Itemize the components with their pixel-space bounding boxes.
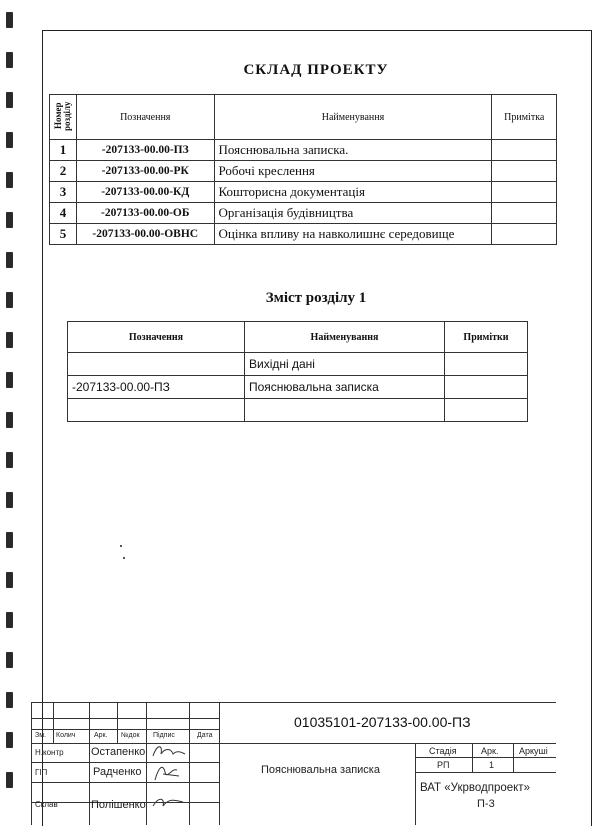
section-title: Зміст розділу 1	[265, 290, 367, 306]
table-row	[50, 182, 557, 203]
table-row	[68, 399, 528, 422]
page-title: СКЛАД ПРОЕКТУ	[243, 62, 389, 78]
scan-speck	[123, 557, 125, 559]
col-label-data: Дата	[197, 732, 213, 739]
binding-hole	[6, 692, 13, 708]
row-name: Пояснювальна записка	[245, 376, 445, 399]
header-name: Найменування	[245, 322, 445, 353]
row-code: -207133-00.00-КД	[77, 182, 215, 203]
row-note	[492, 140, 557, 161]
binding-holes	[0, 0, 28, 825]
role-label: ГІП	[35, 768, 48, 777]
signature-1	[149, 742, 189, 762]
binding-hole	[6, 452, 13, 468]
row-code: -207133-00.00-ПЗ	[77, 140, 215, 161]
page-number: П-3	[477, 798, 495, 810]
binding-hole	[6, 212, 13, 228]
sheet-value: 1	[489, 760, 495, 770]
table-row	[68, 353, 528, 376]
row-num: 2	[50, 161, 77, 182]
row-name: Організація будівництва	[214, 203, 492, 224]
table-row	[50, 224, 557, 245]
table-row	[50, 203, 557, 224]
table-row	[50, 161, 557, 182]
binding-hole	[6, 732, 13, 748]
header-designation: Позначення	[77, 95, 215, 140]
row-name: Кошторисна документація	[214, 182, 492, 203]
stage-label: Стадія	[429, 746, 457, 756]
row-name: Пояснювальна записка.	[214, 140, 492, 161]
row-note	[492, 224, 557, 245]
header-note: Примітки	[445, 322, 528, 353]
row-name	[245, 399, 445, 422]
title-block	[31, 702, 556, 825]
col-label-ndok: №док	[121, 732, 140, 739]
row-num: 4	[50, 203, 77, 224]
binding-hole	[6, 612, 13, 628]
row-note	[492, 161, 557, 182]
row-note	[492, 182, 557, 203]
doc-code: 01035101-207133-00.00-ПЗ	[294, 714, 471, 730]
binding-hole	[6, 252, 13, 268]
row-code: -207133-00.00-РК	[77, 161, 215, 182]
doc-name: Пояснювальна записка	[261, 764, 380, 776]
binding-hole	[6, 532, 13, 548]
col-label-zm: Зм.	[35, 732, 46, 739]
binding-hole	[6, 412, 13, 428]
signature-3	[149, 792, 189, 814]
scan-speck	[120, 545, 122, 547]
row-code	[68, 353, 245, 376]
binding-hole	[6, 372, 13, 388]
row-code: -207133-00.00-ОВНС	[77, 224, 215, 245]
binding-hole	[6, 52, 13, 68]
section-table	[67, 321, 528, 422]
header-num: Номер розділу	[50, 95, 77, 140]
signature-2	[149, 762, 189, 784]
header-note: Примітка	[492, 95, 557, 140]
binding-hole	[6, 92, 13, 108]
binding-hole	[6, 652, 13, 668]
table-header-row	[50, 95, 557, 140]
table-header-row	[68, 322, 528, 353]
binding-hole	[6, 172, 13, 188]
row-name: Робочі креслення	[214, 161, 492, 182]
row-num: 3	[50, 182, 77, 203]
binding-hole	[6, 12, 13, 28]
col-label-kol: Колич	[56, 732, 76, 739]
sheet-label: Арк.	[481, 746, 499, 756]
person-name: Радченко	[93, 766, 142, 778]
row-note	[445, 353, 528, 376]
table-row	[68, 376, 528, 399]
row-code: -207133-00.00-ОБ	[77, 203, 215, 224]
col-label-pidpys: Підпис	[153, 732, 175, 739]
row-note	[445, 376, 528, 399]
person-name: Полішенко	[91, 799, 146, 811]
col-label-ark: Арк.	[94, 732, 108, 739]
organization: ВАТ «Укрводпроект»	[420, 782, 530, 794]
stage-value: РП	[437, 760, 450, 770]
role-label: Склав	[35, 800, 58, 809]
row-code: -207133-00.00-ПЗ	[68, 376, 245, 399]
sheets-label: Аркуші	[519, 746, 548, 756]
binding-hole	[6, 332, 13, 348]
header-designation: Позначення	[68, 322, 245, 353]
row-note	[492, 203, 557, 224]
row-name: Вихідні дані	[245, 353, 445, 376]
role-label: Н.контр	[35, 748, 64, 757]
binding-hole	[6, 572, 13, 588]
row-note	[445, 399, 528, 422]
binding-hole	[6, 132, 13, 148]
composition-table	[49, 94, 557, 245]
header-name: Найменування	[214, 95, 492, 140]
binding-hole	[6, 492, 13, 508]
row-num: 1	[50, 140, 77, 161]
table-row	[50, 140, 557, 161]
binding-hole	[6, 292, 13, 308]
person-name: Остапенко	[91, 746, 146, 758]
row-code	[68, 399, 245, 422]
row-num: 5	[50, 224, 77, 245]
row-name: Оцінка впливу на навколишнє середовище	[214, 224, 492, 245]
binding-hole	[6, 772, 13, 788]
